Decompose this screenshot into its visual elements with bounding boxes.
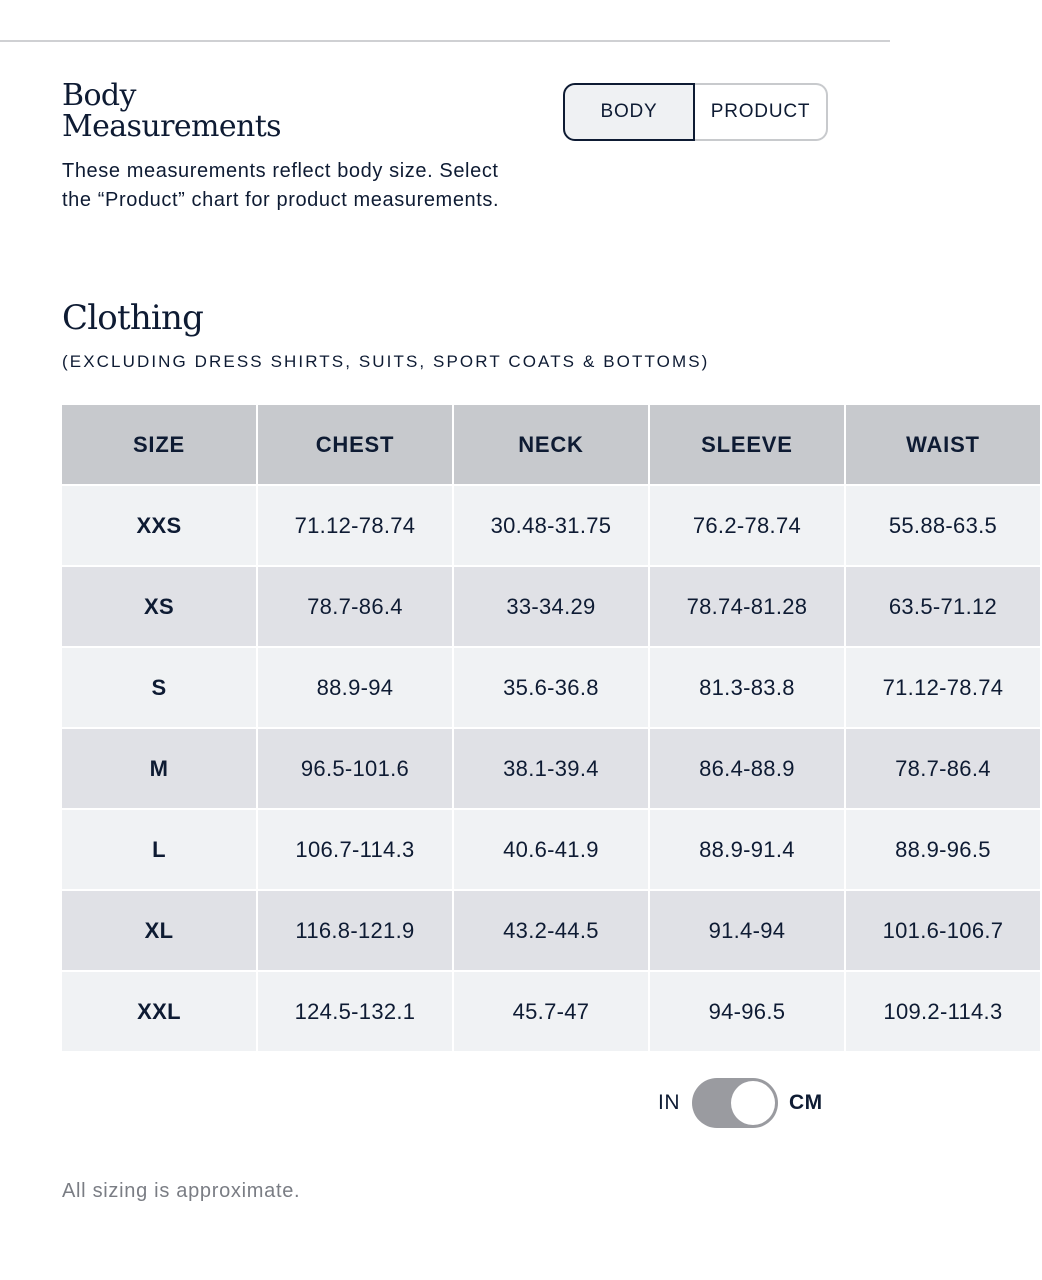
chart-type-toggle [563, 83, 828, 141]
header-waist: WAIST [846, 405, 1042, 486]
product-chart-button[interactable]: PRODUCT [695, 83, 828, 141]
waist-cell: 88.9-96.5 [846, 810, 1042, 891]
unit-toggle-switch[interactable] [692, 1078, 778, 1128]
neck-cell: 40.6-41.9 [454, 810, 650, 891]
sleeve-cell: 81.3-83.8 [650, 648, 846, 729]
body-chart-button[interactable]: BODY [563, 83, 695, 141]
table-row [62, 486, 1042, 567]
title-line-2: Measurements [62, 109, 281, 144]
size-cell: XXS [62, 486, 258, 567]
header-sleeve: SLEEVE [650, 405, 846, 486]
page-title [62, 80, 362, 142]
top-divider [0, 40, 890, 42]
chest-cell: 71.12-78.74 [258, 486, 454, 567]
sleeve-cell: 88.9-91.4 [650, 810, 846, 891]
table-row [62, 648, 1042, 729]
size-cell: XL [62, 891, 258, 972]
waist-cell: 71.12-78.74 [846, 648, 1042, 729]
table-row [62, 810, 1042, 891]
intro-text: These measurements reflect body size. Select the “Product” chart for product measurements. [62, 160, 500, 211]
table-header-row [62, 405, 1042, 486]
sleeve-cell: 94-96.5 [650, 972, 846, 1053]
table-row [62, 567, 1042, 648]
neck-cell: 33-34.29 [454, 567, 650, 648]
size-table-scroll[interactable] [62, 405, 1004, 1051]
neck-cell: 30.48-31.75 [454, 486, 650, 567]
waist-cell: 63.5-71.12 [846, 567, 1042, 648]
chest-cell: 106.7-114.3 [258, 810, 454, 891]
chest-cell: 78.7-86.4 [258, 567, 454, 648]
unit-toggle-row [658, 1077, 823, 1129]
neck-cell: 43.2-44.5 [454, 891, 650, 972]
chest-cell: 124.5-132.1 [258, 972, 454, 1053]
size-cell: M [62, 729, 258, 810]
waist-cell: 78.7-86.4 [846, 729, 1042, 810]
header-size: SIZE [62, 405, 258, 486]
size-cell: XS [62, 567, 258, 648]
neck-cell: 38.1-39.4 [454, 729, 650, 810]
waist-cell: 55.88-63.5 [846, 486, 1042, 567]
header-chest: CHEST [258, 405, 454, 486]
neck-cell: 45.7-47 [454, 972, 650, 1053]
size-cell: L [62, 810, 258, 891]
section-subtitle: (EXCLUDING DRESS SHIRTS, SUITS, SPORT COATS & BOTTOMS) [62, 352, 710, 371]
unit-toggle-knob[interactable] [731, 1081, 775, 1125]
table-row [62, 891, 1042, 972]
table-row [62, 729, 1042, 810]
approximate-note: All sizing is approximate. [62, 1180, 301, 1202]
header-neck: NECK [454, 405, 650, 486]
size-cell: XXL [62, 972, 258, 1053]
neck-cell: 35.6-36.8 [454, 648, 650, 729]
size-cell: S [62, 648, 258, 729]
table-row [62, 972, 1042, 1053]
waist-cell: 101.6-106.7 [846, 891, 1042, 972]
title-line-1: Body [62, 78, 136, 113]
sleeve-cell: 78.74-81.28 [650, 567, 846, 648]
sleeve-cell: 86.4-88.9 [650, 729, 846, 810]
waist-cell: 109.2-114.3 [846, 972, 1042, 1053]
unit-cm-label[interactable]: CM [789, 1091, 823, 1114]
sleeve-cell: 91.4-94 [650, 891, 846, 972]
size-table [62, 405, 1042, 1053]
chest-cell: 88.9-94 [258, 648, 454, 729]
sleeve-cell: 76.2-78.74 [650, 486, 846, 567]
unit-in-label[interactable]: IN [658, 1091, 680, 1114]
section-title: Clothing [62, 298, 204, 338]
chest-cell: 116.8-121.9 [258, 891, 454, 972]
chest-cell: 96.5-101.6 [258, 729, 454, 810]
